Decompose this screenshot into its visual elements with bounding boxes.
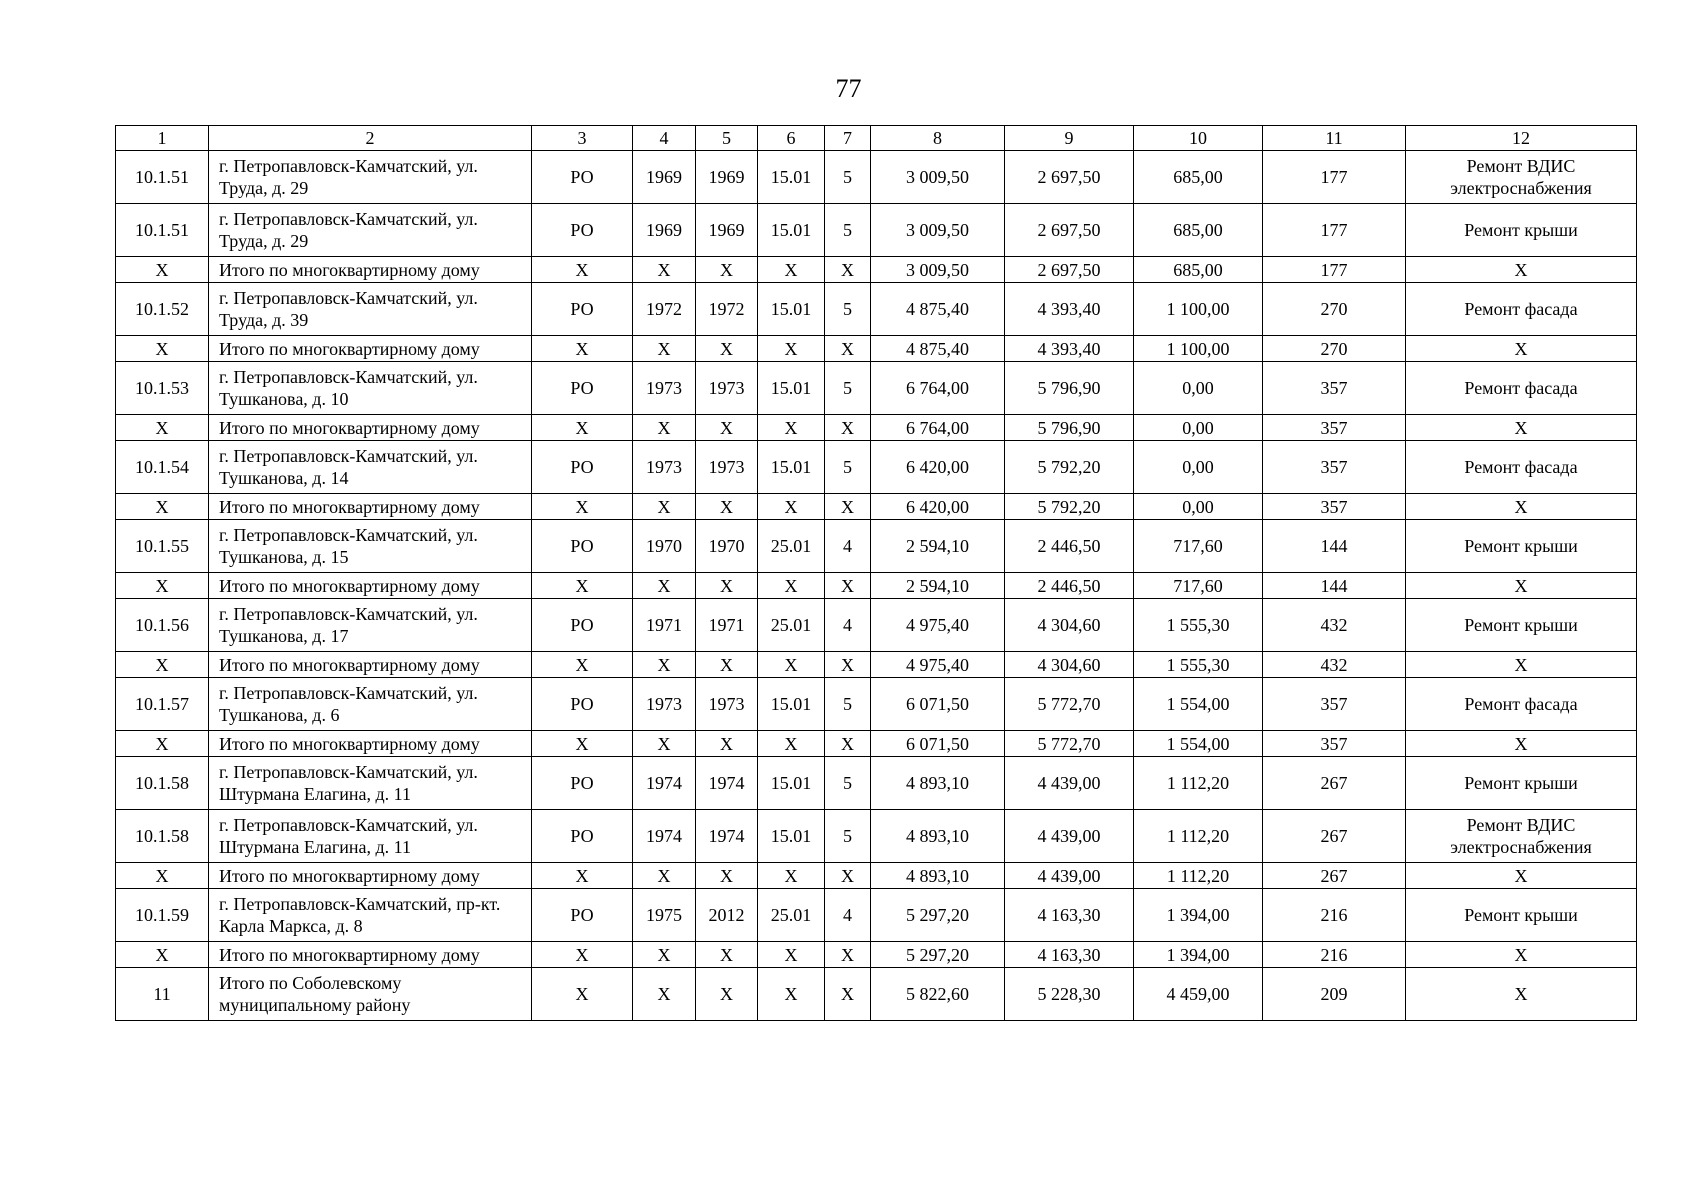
house-total-row — [116, 731, 1637, 757]
area-cell: 4 163,30 — [1005, 889, 1134, 942]
area-cell: 4 304,60 — [1005, 652, 1134, 678]
column-header: 1 — [116, 126, 209, 151]
row-number-cell: 10.1.51 — [116, 204, 209, 257]
code-cell: 15.01 — [758, 757, 825, 810]
code-cell: 15.01 — [758, 441, 825, 494]
residents-cell: 267 — [1263, 863, 1406, 889]
area-cell: 1 112,20 — [1134, 757, 1263, 810]
row-number-cell: 10.1.58 — [116, 810, 209, 863]
year-cell: 1974 — [696, 757, 758, 810]
address-cell: Итого по Соболевскому муниципальному району — [209, 968, 532, 1021]
floors-cell: Х — [825, 415, 871, 441]
code-cell: РО — [532, 599, 633, 652]
area-cell: 5 822,60 — [871, 968, 1005, 1021]
code-cell: 15.01 — [758, 678, 825, 731]
floors-cell: Х — [825, 573, 871, 599]
code-cell: 25.01 — [758, 599, 825, 652]
year-cell: Х — [696, 731, 758, 757]
floors-cell: Х — [825, 968, 871, 1021]
work-type-cell: Ремонт фасада — [1406, 362, 1637, 415]
area-cell: 4 893,10 — [871, 757, 1005, 810]
area-cell: 5 796,90 — [1005, 362, 1134, 415]
area-cell: 5 297,20 — [871, 889, 1005, 942]
residents-cell: 144 — [1263, 520, 1406, 573]
floors-cell: Х — [825, 336, 871, 362]
area-cell: 2 697,50 — [1005, 257, 1134, 283]
year-cell: Х — [696, 968, 758, 1021]
row-number-cell: 10.1.56 — [116, 599, 209, 652]
column-header: 11 — [1263, 126, 1406, 151]
work-type-cell: Х — [1406, 494, 1637, 520]
area-cell: 6 071,50 — [871, 678, 1005, 731]
row-number-cell: 10.1.51 — [116, 151, 209, 204]
code-cell: Х — [758, 968, 825, 1021]
column-header: 6 — [758, 126, 825, 151]
code-cell: 15.01 — [758, 151, 825, 204]
year-cell: Х — [633, 415, 696, 441]
year-cell: 2012 — [696, 889, 758, 942]
area-cell: 6 420,00 — [871, 494, 1005, 520]
area-cell: 1 555,30 — [1134, 652, 1263, 678]
code-cell: Х — [532, 731, 633, 757]
column-header: 8 — [871, 126, 1005, 151]
residents-cell: 144 — [1263, 573, 1406, 599]
house-total-row — [116, 336, 1637, 362]
area-cell: 6 764,00 — [871, 415, 1005, 441]
area-cell: 4 439,00 — [1005, 757, 1134, 810]
year-cell: Х — [633, 336, 696, 362]
code-cell: Х — [758, 731, 825, 757]
address-cell: г. Петропавловск-Камчатский, ул. Тушканова, д. 10 — [209, 362, 532, 415]
floors-cell: 5 — [825, 678, 871, 731]
code-cell: РО — [532, 678, 633, 731]
code-cell: 25.01 — [758, 889, 825, 942]
year-cell: 1975 — [633, 889, 696, 942]
row-number-cell: Х — [116, 573, 209, 599]
area-cell: 2 697,50 — [1005, 151, 1134, 204]
area-cell: 5 792,20 — [1005, 441, 1134, 494]
area-cell: 4 304,60 — [1005, 599, 1134, 652]
area-cell: 4 459,00 — [1134, 968, 1263, 1021]
floors-cell: Х — [825, 494, 871, 520]
area-cell: 0,00 — [1134, 362, 1263, 415]
table-row — [116, 520, 1637, 573]
header-row — [116, 126, 1637, 151]
code-cell: Х — [532, 968, 633, 1021]
address-cell: Итого по многоквартирному дому — [209, 494, 532, 520]
area-cell: 1 100,00 — [1134, 336, 1263, 362]
code-cell: Х — [758, 336, 825, 362]
year-cell: 1973 — [696, 441, 758, 494]
year-cell: 1971 — [633, 599, 696, 652]
address-cell: Итого по многоквартирному дому — [209, 863, 532, 889]
row-number-cell: Х — [116, 336, 209, 362]
area-cell: 717,60 — [1134, 573, 1263, 599]
table-row — [116, 678, 1637, 731]
floors-cell: 5 — [825, 441, 871, 494]
area-cell: 3 009,50 — [871, 204, 1005, 257]
area-cell: 2 594,10 — [871, 573, 1005, 599]
residents-cell: 177 — [1263, 204, 1406, 257]
area-cell: 5 772,70 — [1005, 678, 1134, 731]
floors-cell: 5 — [825, 283, 871, 336]
code-cell: Х — [532, 652, 633, 678]
row-number-cell: Х — [116, 494, 209, 520]
row-number-cell: 11 — [116, 968, 209, 1021]
address-cell: г. Петропавловск-Камчатский, ул. Штурмана Елагина, д. 11 — [209, 757, 532, 810]
residents-cell: 357 — [1263, 494, 1406, 520]
year-cell: Х — [633, 731, 696, 757]
year-cell: 1972 — [696, 283, 758, 336]
residents-cell: 432 — [1263, 652, 1406, 678]
area-cell: 4 393,40 — [1005, 283, 1134, 336]
address-cell: г. Петропавловск-Камчатский, ул. Тушканова, д. 17 — [209, 599, 532, 652]
house-total-row — [116, 863, 1637, 889]
area-cell: 5 796,90 — [1005, 415, 1134, 441]
work-type-cell: Х — [1406, 652, 1637, 678]
floors-cell: Х — [825, 652, 871, 678]
year-cell: 1969 — [633, 151, 696, 204]
area-cell: 685,00 — [1134, 151, 1263, 204]
area-cell: 4 893,10 — [871, 810, 1005, 863]
code-cell: Х — [758, 257, 825, 283]
address-cell: г. Петропавловск-Камчатский, ул. Тушканова, д. 15 — [209, 520, 532, 573]
code-cell: 15.01 — [758, 204, 825, 257]
row-number-cell: 10.1.52 — [116, 283, 209, 336]
house-total-row — [116, 652, 1637, 678]
code-cell: 15.01 — [758, 362, 825, 415]
year-cell: Х — [696, 652, 758, 678]
year-cell: Х — [696, 336, 758, 362]
work-type-cell: Ремонт крыши — [1406, 599, 1637, 652]
column-header: 2 — [209, 126, 532, 151]
year-cell: 1970 — [633, 520, 696, 573]
floors-cell: 5 — [825, 362, 871, 415]
floors-cell: Х — [825, 863, 871, 889]
district-total-row — [116, 968, 1637, 1021]
work-type-cell: Ремонт крыши — [1406, 520, 1637, 573]
area-cell: 4 975,40 — [871, 599, 1005, 652]
code-cell: РО — [532, 520, 633, 573]
area-cell: 1 394,00 — [1134, 889, 1263, 942]
house-total-row — [116, 942, 1637, 968]
address-cell: Итого по многоквартирному дому — [209, 336, 532, 362]
year-cell: Х — [633, 573, 696, 599]
code-cell: Х — [532, 336, 633, 362]
area-cell: 4 875,40 — [871, 283, 1005, 336]
work-type-cell: Х — [1406, 968, 1637, 1021]
floors-cell: 4 — [825, 599, 871, 652]
area-cell: 0,00 — [1134, 494, 1263, 520]
area-cell: 2 446,50 — [1005, 573, 1134, 599]
code-cell: Х — [532, 863, 633, 889]
code-cell: РО — [532, 810, 633, 863]
code-cell: Х — [532, 415, 633, 441]
row-number-cell: 10.1.58 — [116, 757, 209, 810]
area-cell: 1 112,20 — [1134, 810, 1263, 863]
work-type-cell: Х — [1406, 336, 1637, 362]
code-cell: Х — [532, 494, 633, 520]
year-cell: Х — [696, 494, 758, 520]
year-cell: Х — [633, 257, 696, 283]
year-cell: 1972 — [633, 283, 696, 336]
area-cell: 5 772,70 — [1005, 731, 1134, 757]
code-cell: 25.01 — [758, 520, 825, 573]
row-number-cell: 10.1.53 — [116, 362, 209, 415]
work-type-cell: Х — [1406, 863, 1637, 889]
code-cell: Х — [758, 863, 825, 889]
row-number-cell: 10.1.59 — [116, 889, 209, 942]
residents-cell: 270 — [1263, 336, 1406, 362]
area-cell: 1 394,00 — [1134, 942, 1263, 968]
column-header: 7 — [825, 126, 871, 151]
residents-cell: 209 — [1263, 968, 1406, 1021]
work-type-cell: Ремонт ВДИС электроснабжения — [1406, 151, 1637, 204]
year-cell: Х — [633, 494, 696, 520]
code-cell: 15.01 — [758, 283, 825, 336]
code-cell: РО — [532, 151, 633, 204]
residents-cell: 177 — [1263, 151, 1406, 204]
column-header: 4 — [633, 126, 696, 151]
address-cell: Итого по многоквартирному дому — [209, 731, 532, 757]
floors-cell: 5 — [825, 810, 871, 863]
house-total-row — [116, 415, 1637, 441]
residents-cell: 216 — [1263, 942, 1406, 968]
row-number-cell: Х — [116, 415, 209, 441]
area-cell: 2 446,50 — [1005, 520, 1134, 573]
row-number-cell: Х — [116, 731, 209, 757]
floors-cell: 4 — [825, 520, 871, 573]
table-row — [116, 889, 1637, 942]
table-row — [116, 757, 1637, 810]
house-total-row — [116, 573, 1637, 599]
code-cell: Х — [758, 415, 825, 441]
year-cell: Х — [696, 257, 758, 283]
code-cell: Х — [758, 942, 825, 968]
year-cell: 1969 — [696, 151, 758, 204]
residents-cell: 357 — [1263, 415, 1406, 441]
residents-cell: 267 — [1263, 757, 1406, 810]
row-number-cell: Х — [116, 257, 209, 283]
address-cell: г. Петропавловск-Камчатский, ул. Труда, д. 29 — [209, 204, 532, 257]
row-number-cell: 10.1.54 — [116, 441, 209, 494]
area-cell: 4 975,40 — [871, 652, 1005, 678]
address-cell: Итого по многоквартирному дому — [209, 942, 532, 968]
work-type-cell: Ремонт фасада — [1406, 441, 1637, 494]
code-cell: РО — [532, 362, 633, 415]
address-cell: Итого по многоквартирному дому — [209, 573, 532, 599]
house-total-row — [116, 494, 1637, 520]
year-cell: Х — [696, 863, 758, 889]
year-cell: 1971 — [696, 599, 758, 652]
year-cell: 1970 — [696, 520, 758, 573]
table-row — [116, 362, 1637, 415]
address-cell: г. Петропавловск-Камчатский, ул. Штурмана Елагина, д. 11 — [209, 810, 532, 863]
year-cell: 1973 — [696, 362, 758, 415]
code-cell: Х — [758, 494, 825, 520]
year-cell: Х — [696, 942, 758, 968]
residents-cell: 357 — [1263, 731, 1406, 757]
house-total-row — [116, 257, 1637, 283]
residents-cell: 357 — [1263, 678, 1406, 731]
year-cell: 1969 — [633, 204, 696, 257]
table-row — [116, 810, 1637, 863]
year-cell: Х — [633, 942, 696, 968]
year-cell: Х — [696, 573, 758, 599]
area-cell: 0,00 — [1134, 441, 1263, 494]
page-number: 77 — [835, 74, 862, 103]
year-cell: Х — [696, 415, 758, 441]
address-cell: г. Петропавловск-Камчатский, ул. Труда, д. 39 — [209, 283, 532, 336]
code-cell: РО — [532, 283, 633, 336]
year-cell: Х — [633, 652, 696, 678]
capital-repair-table — [115, 125, 1637, 1021]
code-cell: РО — [532, 889, 633, 942]
area-cell: 4 163,30 — [1005, 942, 1134, 968]
residents-cell: 177 — [1263, 257, 1406, 283]
code-cell: РО — [532, 757, 633, 810]
residents-cell: 357 — [1263, 362, 1406, 415]
area-cell: 5 792,20 — [1005, 494, 1134, 520]
work-type-cell: Х — [1406, 415, 1637, 441]
year-cell: 1974 — [633, 810, 696, 863]
table-row — [116, 204, 1637, 257]
row-number-cell: Х — [116, 652, 209, 678]
area-cell: 4 875,40 — [871, 336, 1005, 362]
year-cell: 1974 — [633, 757, 696, 810]
area-cell: 5 228,30 — [1005, 968, 1134, 1021]
work-type-cell: Ремонт фасада — [1406, 678, 1637, 731]
residents-cell: 216 — [1263, 889, 1406, 942]
work-type-cell: Ремонт крыши — [1406, 757, 1637, 810]
residents-cell: 357 — [1263, 441, 1406, 494]
row-number-cell: 10.1.57 — [116, 678, 209, 731]
code-cell: РО — [532, 441, 633, 494]
area-cell: 4 893,10 — [871, 863, 1005, 889]
code-cell: Х — [758, 573, 825, 599]
area-cell: 6 764,00 — [871, 362, 1005, 415]
work-type-cell: Х — [1406, 942, 1637, 968]
floors-cell: 4 — [825, 889, 871, 942]
residents-cell: 267 — [1263, 810, 1406, 863]
work-type-cell: Х — [1406, 573, 1637, 599]
area-cell: 685,00 — [1134, 257, 1263, 283]
year-cell: 1974 — [696, 810, 758, 863]
floors-cell: Х — [825, 257, 871, 283]
table-row — [116, 151, 1637, 204]
address-cell: г. Петропавловск-Камчатский, ул. Тушканова, д. 14 — [209, 441, 532, 494]
table-row — [116, 441, 1637, 494]
column-header: 9 — [1005, 126, 1134, 151]
area-cell: 1 100,00 — [1134, 283, 1263, 336]
area-cell: 2 697,50 — [1005, 204, 1134, 257]
floors-cell: 5 — [825, 757, 871, 810]
floors-cell: 5 — [825, 151, 871, 204]
code-cell: РО — [532, 204, 633, 257]
floors-cell: Х — [825, 731, 871, 757]
table-row — [116, 283, 1637, 336]
year-cell: Х — [633, 863, 696, 889]
year-cell: 1973 — [633, 678, 696, 731]
area-cell: 685,00 — [1134, 204, 1263, 257]
area-cell: 1 555,30 — [1134, 599, 1263, 652]
address-cell: Итого по многоквартирному дому — [209, 652, 532, 678]
work-type-cell: Ремонт ВДИС электроснабжения — [1406, 810, 1637, 863]
area-cell: 717,60 — [1134, 520, 1263, 573]
column-header: 3 — [532, 126, 633, 151]
column-header: 10 — [1134, 126, 1263, 151]
row-number-cell: Х — [116, 942, 209, 968]
year-cell: 1969 — [696, 204, 758, 257]
column-header: 5 — [696, 126, 758, 151]
address-cell: г. Петропавловск-Камчатский, ул. Труда, д. 29 — [209, 151, 532, 204]
work-type-cell: Ремонт крыши — [1406, 204, 1637, 257]
address-cell: г. Петропавловск-Камчатский, пр-кт. Карла Маркса, д. 8 — [209, 889, 532, 942]
area-cell: 0,00 — [1134, 415, 1263, 441]
area-cell: 1 112,20 — [1134, 863, 1263, 889]
work-type-cell: Х — [1406, 731, 1637, 757]
residents-cell: 432 — [1263, 599, 1406, 652]
code-cell: Х — [532, 573, 633, 599]
area-cell: 1 554,00 — [1134, 678, 1263, 731]
address-cell: Итого по многоквартирному дому — [209, 415, 532, 441]
floors-cell: Х — [825, 942, 871, 968]
work-type-cell: Ремонт крыши — [1406, 889, 1637, 942]
floors-cell: 5 — [825, 204, 871, 257]
year-cell: 1973 — [696, 678, 758, 731]
area-cell: 1 554,00 — [1134, 731, 1263, 757]
area-cell: 3 009,50 — [871, 151, 1005, 204]
code-cell: 15.01 — [758, 810, 825, 863]
area-cell: 6 420,00 — [871, 441, 1005, 494]
row-number-cell: 10.1.55 — [116, 520, 209, 573]
year-cell: 1973 — [633, 441, 696, 494]
area-cell: 3 009,50 — [871, 257, 1005, 283]
row-number-cell: Х — [116, 863, 209, 889]
work-type-cell: Ремонт фасада — [1406, 283, 1637, 336]
area-cell: 4 393,40 — [1005, 336, 1134, 362]
work-type-cell: Х — [1406, 257, 1637, 283]
year-cell: 1973 — [633, 362, 696, 415]
code-cell: Х — [532, 257, 633, 283]
code-cell: Х — [758, 652, 825, 678]
area-cell: 4 439,00 — [1005, 810, 1134, 863]
area-cell: 6 071,50 — [871, 731, 1005, 757]
area-cell: 4 439,00 — [1005, 863, 1134, 889]
table-body — [116, 126, 1637, 1021]
area-cell: 2 594,10 — [871, 520, 1005, 573]
column-header: 12 — [1406, 126, 1637, 151]
code-cell: Х — [532, 942, 633, 968]
table-row — [116, 599, 1637, 652]
address-cell: Итого по многоквартирному дому — [209, 257, 532, 283]
year-cell: Х — [633, 968, 696, 1021]
area-cell: 5 297,20 — [871, 942, 1005, 968]
residents-cell: 270 — [1263, 283, 1406, 336]
address-cell: г. Петропавловск-Камчатский, ул. Тушканова, д. 6 — [209, 678, 532, 731]
